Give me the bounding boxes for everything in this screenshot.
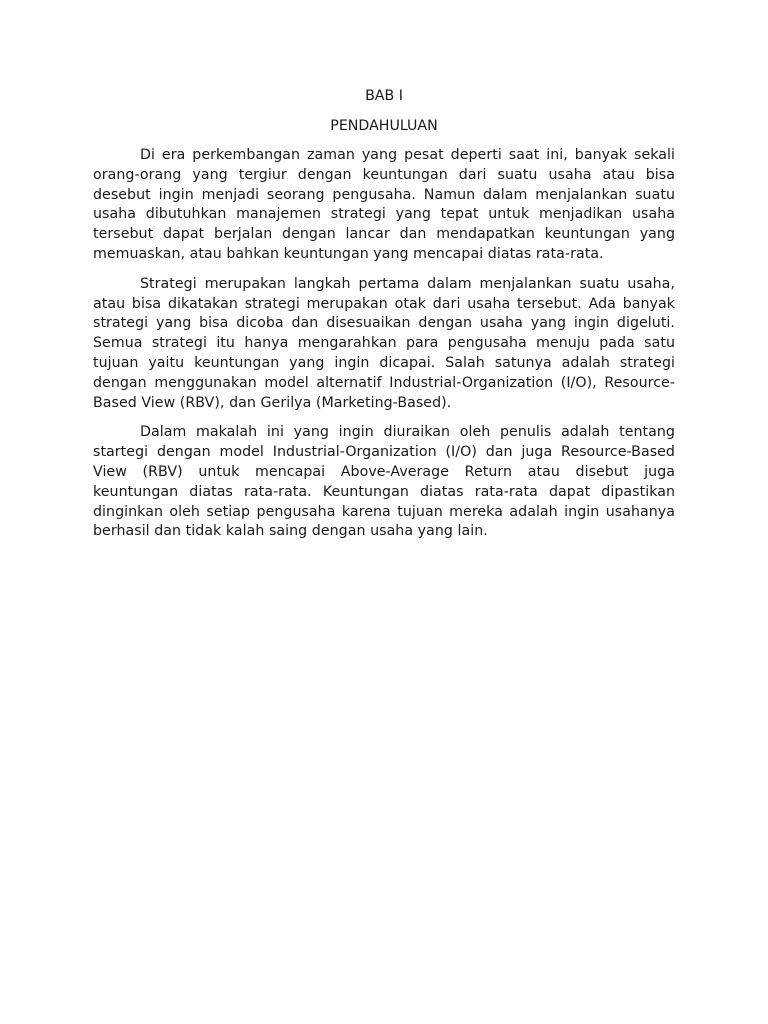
paragraph-3: Dalam makalah ini yang ingin diuraikan oleh penulis adalah tentang startegi dengan model Industrial-Organization (I/O) dan juga Resource-Based View (RBV) untuk mencapai Above-Average Return atau disebut juga keuntungan diatas rata-rata. Keuntungan diatas rata-rata dapat dipastikan dinginkan oleh setiap pengusaha karena tujuan mereka adalah ingin usahanya berhasil dan tidak kalah saing dengan usaha yang lain. — [93, 424, 675, 540]
page-content — [93, 86, 675, 542]
section-title: PENDAHULUAN — [330, 118, 438, 134]
chapter-heading: BAB I — [365, 88, 403, 104]
paragraph-1: Di era perkembangan zaman yang pesat deperti saat ini, banyak sekali orang-orang yang tergiur dengan keuntungan dari suatu usaha atau bisa desebut ingin menjadi seorang pengusaha. Namun dalam menjalankan suatu usaha dibutuhkan manajemen strategi yang tepat untuk menjadikan usaha tersebut dapat berjalan dengan lancar dan mendapatkan keuntungan yang memuaskan, atau bahkan keuntungan yang mencapai diatas rata-rata. — [93, 147, 675, 262]
paragraph-2: Strategi merupakan langkah pertama dalam menjalankan suatu usaha, atau bisa dikatakan strategi merupakan otak dari usaha tersebut. Ada banyak strategi yang bisa dicoba dan disesuaikan dengan usaha yang ingin digeluti. Semua strategi itu hanya mengarahkan para pengusaha menuju pada satu tujuan yaitu keuntungan yang ingin dicapai. Salah satunya adalah strategi dengan menggunakan model alternatif Industrial-Organization (I/O), Resource-Based View (RBV), dan Gerilya (Marketing-Based). — [93, 275, 675, 411]
